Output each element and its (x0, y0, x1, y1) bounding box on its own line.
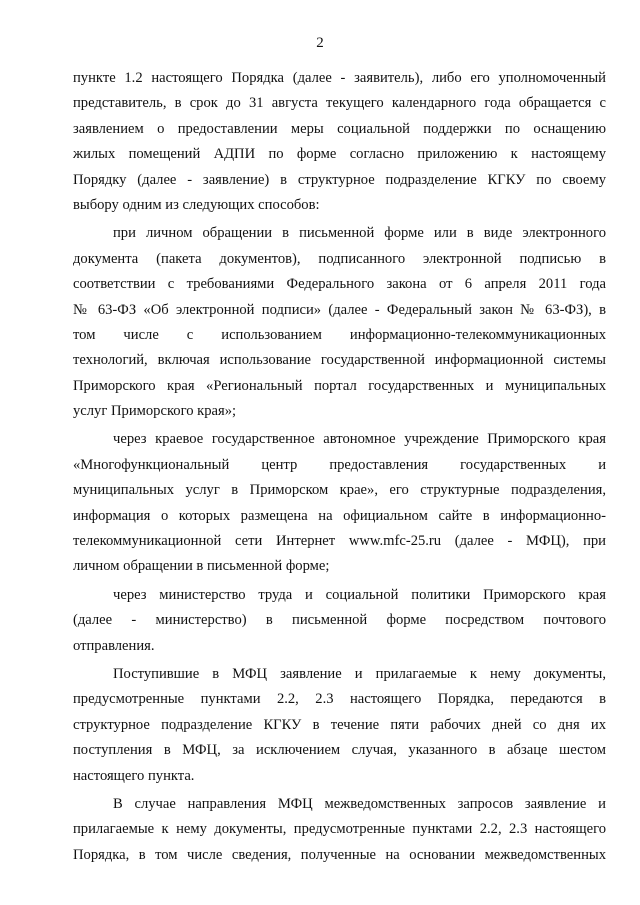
text-line: через министерство труда и социальной политики Приморского края (113, 586, 606, 603)
text-line: личном обращении в письменной форме; (73, 558, 330, 575)
text-line: документа (пакета документов), подписанного электронной подписью в (73, 250, 606, 267)
paragraph-mfc (73, 427, 606, 579)
text-line: № 63-ФЗ «Об электронной подписи» (далее - Федеральный закон № 63-ФЗ), в (73, 301, 606, 318)
text-line: заявлением о предоставлении меры социальной поддержки по оснащению (73, 120, 606, 137)
paragraph-ministry (73, 583, 606, 659)
text-line: технологий, включая использование государственной информационной системы (73, 352, 606, 369)
text-line: прилагаемые к нему документы, предусмотренные пунктами 2.2, 2.3 настоящего (73, 821, 606, 838)
text-line: выбору одним из следующих способов: (73, 196, 320, 213)
text-line: Поступившие в МФЦ заявление и прилагаемые к нему документы, (113, 665, 606, 682)
text-line: муниципальных услуг в Приморском крае», его структурные подразделения, (73, 482, 606, 499)
text-line: Приморского края «Региональный портал государственных и муниципальных (73, 377, 606, 394)
text-line: через краевое государственное автономное учреждение Приморского края (113, 431, 606, 448)
document-body (73, 66, 606, 868)
text-line: Порядка, в том числе сведения, полученные на основании межведомственных (73, 846, 606, 863)
text-line: «Многофункциональный центр предоставления государственных и (73, 456, 606, 473)
text-line: том числе с использованием информационно-телекоммуникационных (73, 326, 606, 343)
text-line: представитель, в срок до 31 августа текущего календарного года обращается с (73, 95, 606, 112)
text-line: пункте 1.2 настоящего Порядка (далее - заявитель), либо его уполномоченный (73, 70, 606, 86)
text-line: настоящего пункта. (73, 767, 195, 784)
paragraph-interagency-requests (73, 792, 606, 868)
paragraph-mfc-transfer (73, 662, 606, 789)
text-line: при личном обращении в письменной форме или в виде электронного (113, 225, 606, 242)
text-line: В случае направления МФЦ межведомственных запросов заявление и (113, 795, 606, 812)
paragraph-applicant (73, 66, 606, 218)
text-line: структурное подразделение КГКУ в течение пяти рабочих дней со дня их (73, 716, 606, 733)
page-number: 2 (316, 35, 324, 51)
text-line: поступления в МФЦ, за исключением случая, указанного в абзаце шестом (73, 742, 606, 759)
text-line: телекоммуникационной сети Интернет www.mfc-25.ru (далее - МФЦ), при (73, 533, 606, 550)
text-line: (далее - министерство) в письменной форме посредством почтового (73, 612, 606, 629)
text-line: услуг Приморского края»; (73, 403, 237, 420)
text-line: предусмотренные пунктами 2.2, 2.3 настоящего Порядка, передаются в (73, 691, 606, 708)
paragraph-personal-appeal (73, 221, 606, 424)
text-line: соответствии с требованиями Федерального закона от 6 апреля 2011 года (73, 276, 606, 293)
text-line: отправления. (73, 637, 155, 654)
text-line: Порядку (далее - заявление) в структурное подразделение КГКУ по своему (73, 171, 606, 188)
text-line: информация о которых размещена на официальном сайте в информационно- (73, 507, 606, 524)
text-line: жилых помещений АДПИ по форме согласно приложению к настоящему (73, 146, 606, 163)
